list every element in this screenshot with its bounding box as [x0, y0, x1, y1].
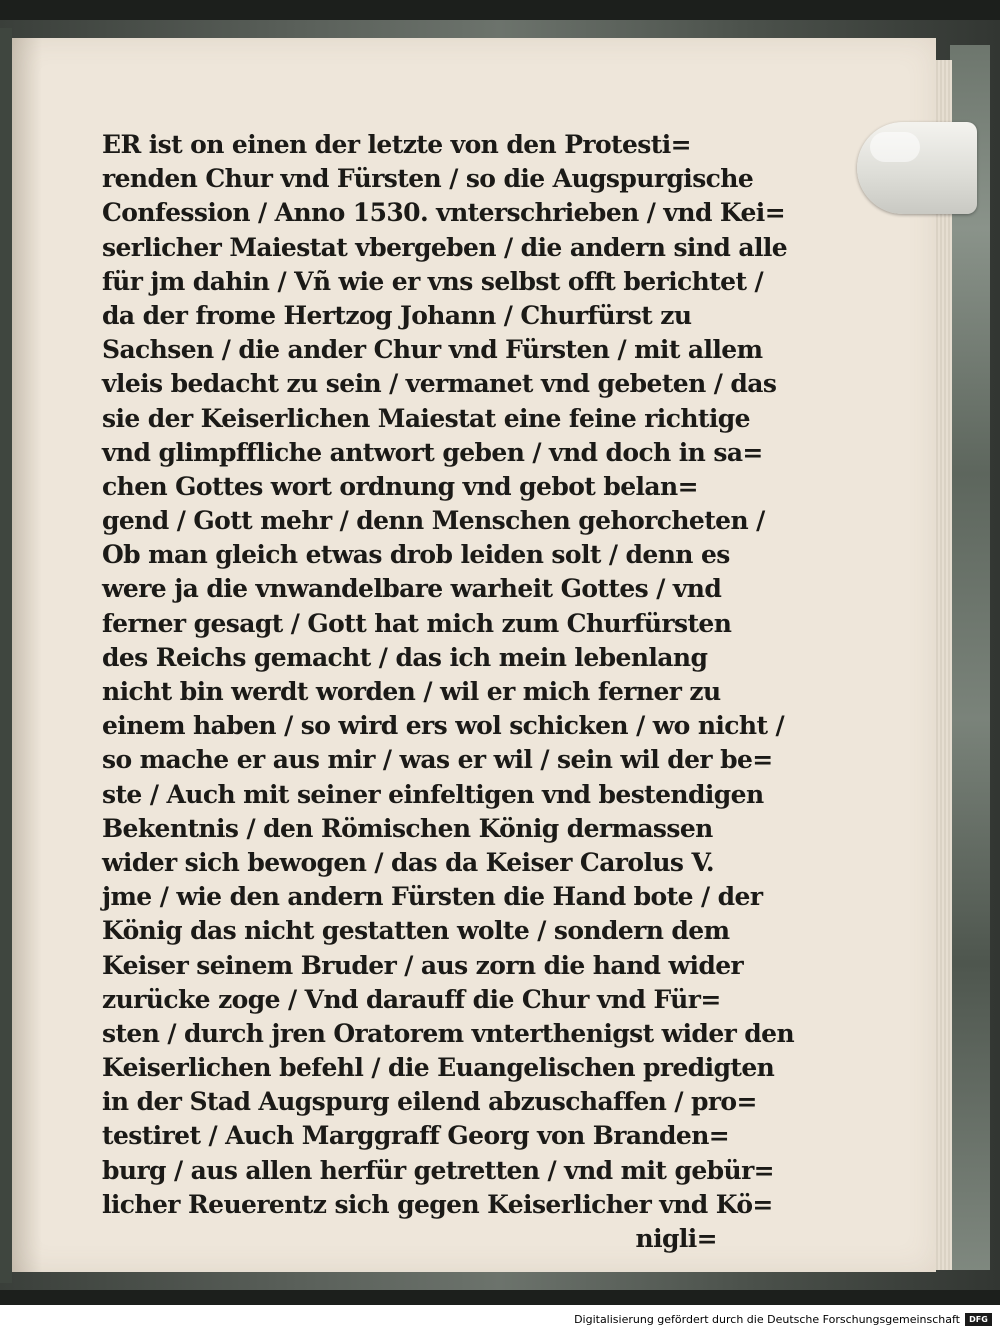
text-line: burg / aus allen herfür getretten / vnd mit gebür= [102, 1155, 775, 1185]
funding-credit: Digitalisierung gefördert durch die Deutsche Forschungsgemeinschaft [574, 1313, 960, 1326]
book-cover-right-edge [950, 45, 990, 1270]
footer-bar [0, 1305, 1000, 1332]
text-line: in der Stad Augspurg eilend abzuschaffen / pro= [102, 1087, 757, 1117]
text-line: jme / wie den andern Fürsten die Hand bote / der [102, 882, 763, 912]
text-line: were ja die vnwandelbare warheit Gottes / vnd [102, 574, 722, 604]
text-line: da der frome Hertzog Johann / Churfürst zu [102, 300, 692, 330]
text-line: vleis bedacht zu sein / vermanet vnd gebeten / das [102, 369, 777, 399]
text-line: Keiser seinem Bruder / aus zorn die hand wider [102, 950, 744, 980]
text-line: König das nicht gestatten wolte / sondern dem [102, 916, 730, 946]
text-line: ER ist on einen der letzte von den Protesti= [102, 130, 691, 159]
page-text-block [102, 128, 795, 1256]
text-line: ferner gesagt / Gott hat mich zum Churfürsten [102, 608, 732, 638]
text-line: Confession / Anno 1530. vnterschrieben / vnd Kei= [102, 198, 786, 228]
text-line: sie der Keiserlichen Maiestat eine feine richtige [102, 403, 750, 433]
text-line: sten / durch jren Oratorem vnterthenigst wider den [102, 1018, 795, 1048]
text-line: gend / Gott mehr / denn Menschen gehorcheten / [102, 506, 765, 536]
text-line: testiret / Auch Marggraff Georg von Branden= [102, 1121, 730, 1151]
text-line: serlicher Maiestat vbergeben / die andern sind alle [102, 232, 788, 262]
text-line: zurücke zoge / Vnd darauff die Chur vnd Für= [102, 984, 721, 1014]
text-line: Keiserlichen befehl / die Euangelischen predigten [102, 1053, 775, 1083]
text-line: licher Reuerentz sich gegen Keiserlicher vnd Kö= [102, 1189, 773, 1219]
text-line: für jm dahin / Vñ wie er vns selbst offt berichtet / [102, 266, 764, 296]
text-line: chen Gottes wort ordnung vnd gebot belan= [102, 471, 698, 501]
text-line: vnd glimpffliche antwort geben / vnd doch in sa= [102, 437, 763, 467]
book-cover-left-edge [0, 28, 12, 1283]
text-line: so mache er aus mir / was er wil / sein wil der be= [102, 745, 773, 775]
text-line: ste / Auch mit seiner einfeltigen vnd bestendigen [102, 779, 764, 809]
dfg-logo: DFG [965, 1313, 992, 1326]
text-line: Bekentnis / den Römischen König dermassen [102, 813, 713, 843]
bookmark-tab-highlight [870, 132, 920, 162]
text-line: Sachsen / die ander Chur vnd Fürsten / mit allem [102, 335, 763, 365]
text-line: Ob man gleich etwas drob leiden solt / denn es [102, 540, 730, 570]
text-line: wider sich bewogen / das da Keiser Carolus V. [102, 847, 715, 877]
page-gutter-shadow [12, 38, 42, 1272]
text-line: des Reichs gemacht / das ich mein lebenlang [102, 642, 708, 672]
text-line: nicht bin werdt worden / wil er mich ferner zu [102, 677, 721, 706]
text-line: renden Chur vnd Fürsten / so die Augspurgische [102, 164, 754, 194]
text-line: einem haben / so wird ers wol schicken / wo nicht / [102, 711, 785, 741]
catchword: nigli= [635, 1224, 717, 1253]
